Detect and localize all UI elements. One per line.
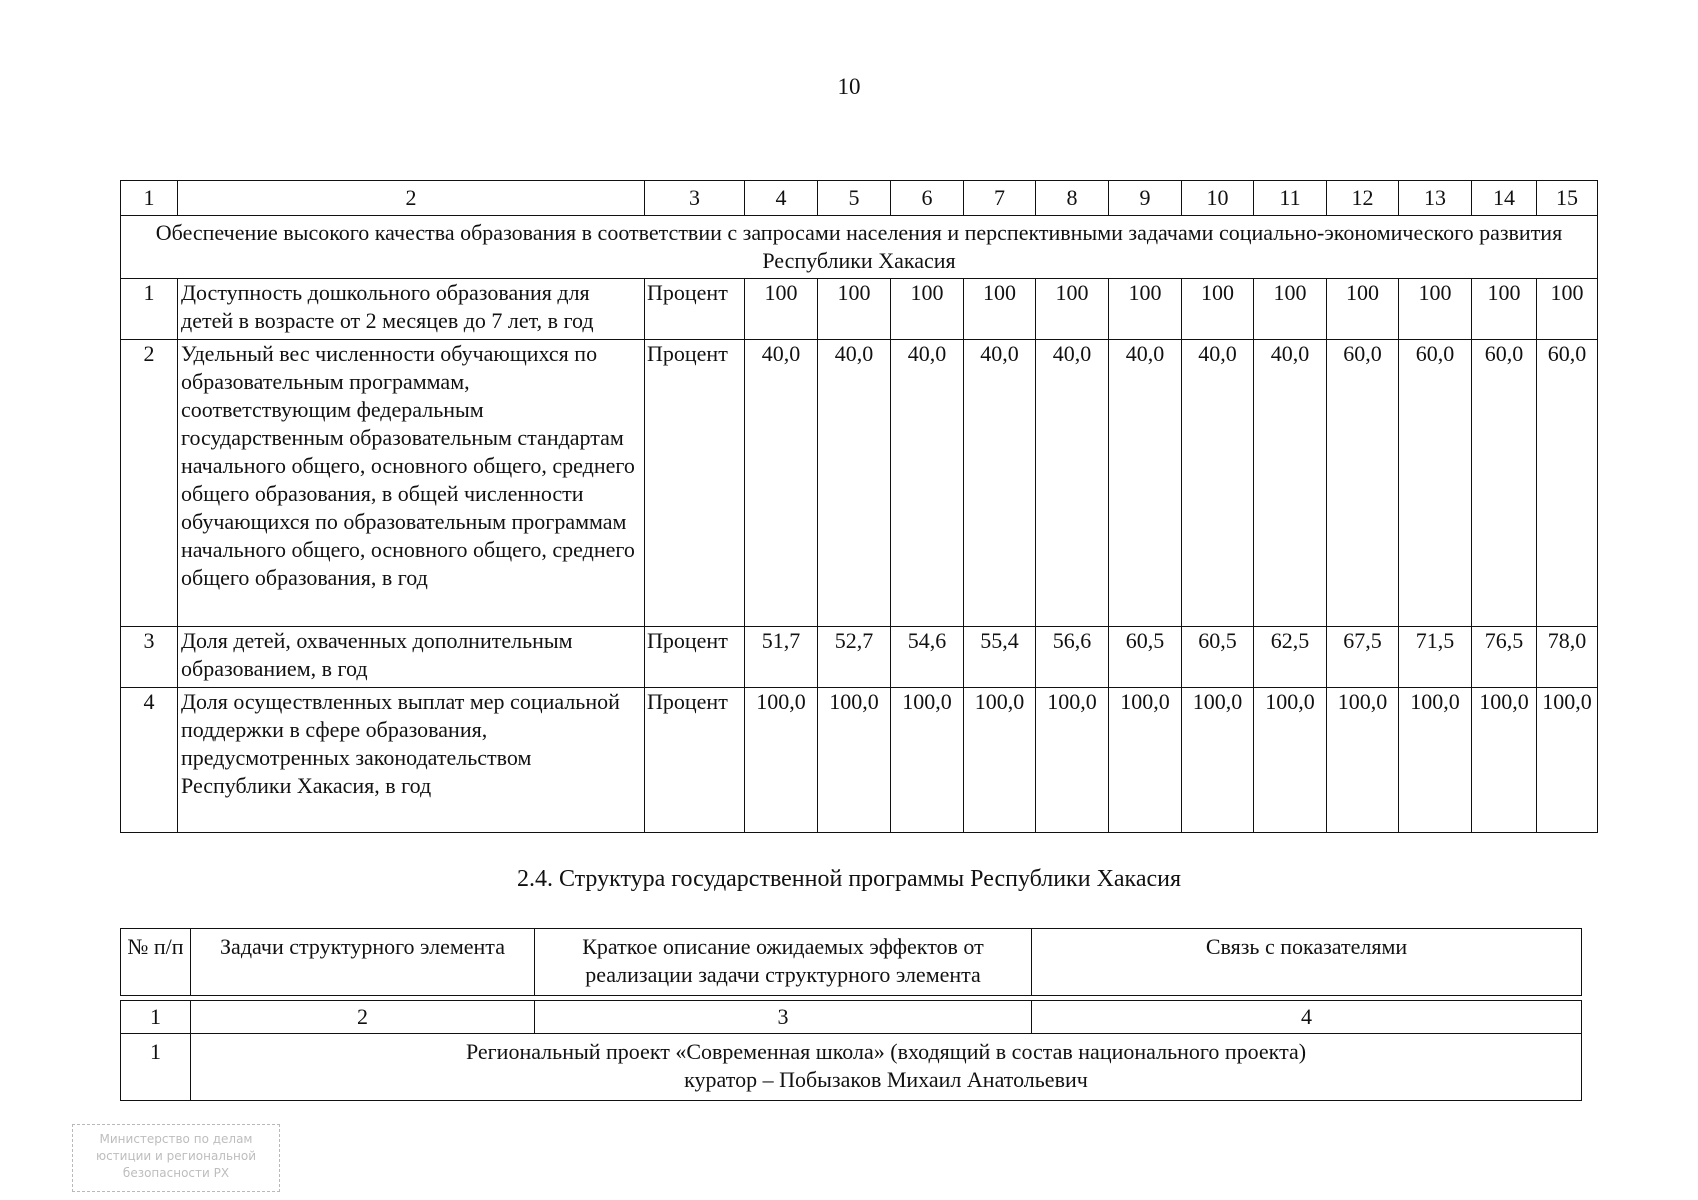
column-number: 15: [1537, 181, 1598, 216]
indicator-value: 40,0: [891, 340, 964, 627]
indicator-value: 100: [1182, 279, 1254, 340]
indicator-unit: Процент: [645, 627, 745, 688]
column-number: 10: [1182, 181, 1254, 216]
indicator-value: 60,0: [1537, 340, 1598, 627]
column-number: 13: [1399, 181, 1472, 216]
indicator-value: 100,0: [1537, 688, 1598, 833]
indicator-value: 100: [1109, 279, 1182, 340]
column-number: 5: [818, 181, 891, 216]
indicator-value: 40,0: [964, 340, 1036, 627]
indicator-name: Доля детей, охваченных дополнительным образованием, в год: [178, 627, 645, 688]
indicator-value: 100,0: [964, 688, 1036, 833]
indicator-value: 60,5: [1109, 627, 1182, 688]
indicator-value: 55,4: [964, 627, 1036, 688]
indicator-value: 100: [1399, 279, 1472, 340]
column-number-row: [121, 181, 1598, 216]
indicator-value: 40,0: [1036, 340, 1109, 627]
indicators-table: [120, 180, 1598, 833]
project-title: Региональный проект «Современная школа» (входящий в состав национального проекта): [465, 1039, 1307, 1064]
stamp-line: безопасности РХ: [122, 1166, 230, 1180]
indicator-value: 67,5: [1327, 627, 1399, 688]
indicator-value: 40,0: [818, 340, 891, 627]
indicator-value: 60,5: [1182, 627, 1254, 688]
indicator-unit: Процент: [645, 688, 745, 833]
stamp-line: юстиции и региональной: [95, 1149, 257, 1163]
indicator-value: 62,5: [1254, 627, 1327, 688]
indicator-value: 100: [1254, 279, 1327, 340]
indicator-value: 100: [818, 279, 891, 340]
column-number: 6: [891, 181, 964, 216]
goal-row: [121, 216, 1598, 279]
column-number: 7: [964, 181, 1036, 216]
indicator-value: 40,0: [1109, 340, 1182, 627]
indicator-row: [121, 627, 1598, 688]
indicator-value: 52,7: [818, 627, 891, 688]
indicator-value: 100,0: [1254, 688, 1327, 833]
indicator-number: 1: [121, 279, 178, 340]
header-cell: Связь с показателями: [1032, 929, 1582, 996]
indicator-unit: Процент: [645, 340, 745, 627]
indicator-value: 56,6: [1036, 627, 1109, 688]
indicator-row: [121, 340, 1598, 627]
indicator-number: 4: [121, 688, 178, 833]
column-number: 12: [1327, 181, 1399, 216]
indicator-row: [121, 279, 1598, 340]
column-number: 3: [645, 181, 745, 216]
indicator-number: 2: [121, 340, 178, 627]
column-number: 4: [745, 181, 818, 216]
project-curator: куратор – Побызаков Михаил Анатольевич: [684, 1067, 1088, 1092]
structure-row: [121, 1034, 1582, 1101]
column-number: 3: [535, 1001, 1032, 1034]
indicator-value: 100,0: [818, 688, 891, 833]
indicator-name: Доступность дошкольного образования для детей в возрасте от 2 месяцев до 7 лет, в год: [178, 279, 645, 340]
indicator-value: 100: [1472, 279, 1537, 340]
indicator-value: 40,0: [1254, 340, 1327, 627]
indicator-unit: Процент: [645, 279, 745, 340]
indicator-value: 100: [964, 279, 1036, 340]
indicator-value: 100,0: [1399, 688, 1472, 833]
stamp-line: Министерство по делам: [99, 1132, 253, 1146]
indicator-value: 100,0: [1036, 688, 1109, 833]
indicator-value: 100,0: [1182, 688, 1254, 833]
row-number: 1: [121, 1034, 191, 1101]
structure-header-row: [121, 929, 1582, 996]
indicator-name: Доля осуществленных выплат мер социальной поддержки в сфере образования, предусмотренных законодательством Республики Хакасия, в год: [178, 688, 645, 833]
indicator-row: [121, 688, 1598, 833]
indicator-value: 40,0: [745, 340, 818, 627]
indicator-value: 100,0: [1472, 688, 1537, 833]
section-title: 2.4. Структура государственной программы Республики Хакасия: [516, 866, 1182, 892]
column-number: 2: [178, 181, 645, 216]
registration-stamp: [72, 1124, 280, 1192]
column-number: 9: [1109, 181, 1182, 216]
column-number: 8: [1036, 181, 1109, 216]
indicator-name: Удельный вес численности обучающихся по образовательным программам, соответствующим федеральным государственным образовательным стандартам начального общего, основного общего, среднего общего образования, в общей численности обучающихся по образовательным программам начального общего, основного общего, среднего общего образования, в год: [178, 340, 645, 627]
indicator-value: 100: [1036, 279, 1109, 340]
column-number: 14: [1472, 181, 1537, 216]
project-description: [191, 1034, 1582, 1101]
indicator-value: 54,6: [891, 627, 964, 688]
indicator-value: 100,0: [1327, 688, 1399, 833]
column-number: 4: [1032, 1001, 1582, 1034]
column-number: 11: [1254, 181, 1327, 216]
goal-text: Обеспечение высокого качества образования в соответствии с запросами населения и перспективными задачами социально-экономического развития Республики Хакасия: [121, 216, 1598, 279]
column-number: 2: [191, 1001, 535, 1034]
column-number: 1: [121, 1001, 191, 1034]
indicator-value: 100,0: [891, 688, 964, 833]
header-cell: Краткое описание ожидаемых эффектов от реализации задачи структурного элемента: [535, 929, 1032, 996]
indicator-value: 51,7: [745, 627, 818, 688]
indicator-value: 100: [1327, 279, 1399, 340]
indicator-value: 100,0: [1109, 688, 1182, 833]
column-number: 1: [121, 181, 178, 216]
indicator-value: 60,0: [1327, 340, 1399, 627]
structure-table: [120, 928, 1582, 1101]
indicator-value: 100: [1537, 279, 1598, 340]
indicator-value: 76,5: [1472, 627, 1537, 688]
column-number-row: [121, 1001, 1582, 1034]
indicator-value: 60,0: [1472, 340, 1537, 627]
indicator-value: 60,0: [1399, 340, 1472, 627]
page-number: 10: [837, 74, 861, 99]
header-cell: Задачи структурного элемента: [191, 929, 535, 996]
indicator-value: 40,0: [1182, 340, 1254, 627]
header-cell: № п/п: [121, 929, 191, 996]
indicator-value: 100: [891, 279, 964, 340]
indicator-value: 78,0: [1537, 627, 1598, 688]
indicator-value: 100: [745, 279, 818, 340]
indicator-value: 100,0: [745, 688, 818, 833]
indicator-value: 71,5: [1399, 627, 1472, 688]
indicator-number: 3: [121, 627, 178, 688]
